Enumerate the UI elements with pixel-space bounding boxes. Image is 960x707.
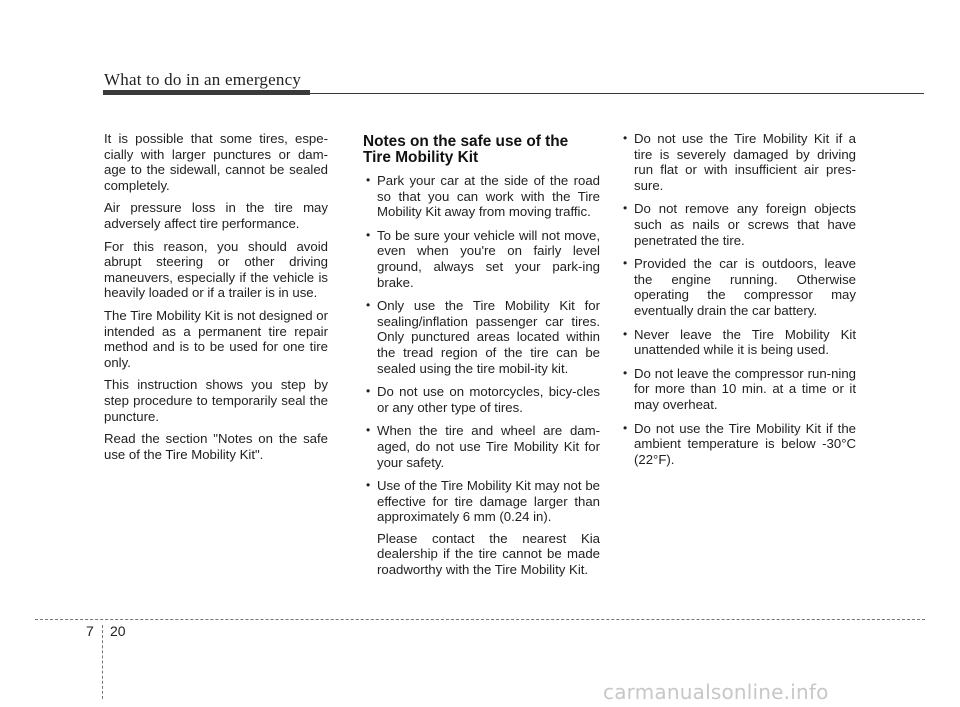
safe-use-bullet-list-continued [620,131,856,467]
bullet-icon: • [623,201,628,216]
list-item: • Use of the Tire Mobility Kit may not be effective for tire damage larger than approximately 6 mm (0.24 in). Please contact the nearest Kia dealership if the tire cannot be made roadworthy with the Tire Mobility Kit. [366,478,600,578]
intro-paragraph: Air pressure loss in the tire may adversely affect tire performance. [104,200,328,231]
list-item: • Do not use the Tire Mobility Kit if the ambient temperature is below -30°C (22°F). [623,420,856,467]
intro-paragraph: This instruction shows you step by step procedure to temporarily seal the puncture. [104,377,328,424]
list-item: • Do not use the Tire Mobility Kit if a tire is severely damaged by driving run flat or with insufficient air pres-sure. [623,131,856,193]
header-rule-thin [310,93,924,94]
footer-divider [35,619,925,620]
bullet-icon: • [623,131,628,145]
bullet-icon: • [366,384,371,399]
list-item: • Provided the car is outdoors, leave the engine running. Otherwise operating the compressor may eventually drain the car battery. [623,256,856,318]
list-item: • Only use the Tire Mobility Kit for sealing/inflation passenger car tires. Only punctured areas located within the tread region of the tire can be sealed using the tire mobil-ity kit. [366,298,600,376]
bullet-icon: • [623,420,628,435]
list-item: • When the tire and wheel are dam-aged, do not use Tire Mobility Kit for your safety. [366,423,600,470]
header-rule-thick [103,90,310,95]
bullet-followup-text: Please contact the nearest Kia dealership if the tire cannot be made roadworthy with the Tire Mobility Kit. [377,530,600,578]
column-intro [104,131,328,469]
intro-paragraph: Read the section "Notes on the safe use of the Tire Mobility Kit". [104,431,328,462]
chapter-number: 7 [86,623,94,639]
column-safe-use-notes-continued [620,131,856,475]
column-safe-use-notes [363,131,600,586]
list-item: • Do not remove any foreign objects such as nails or screws that have penetrated the tire. [623,201,856,248]
section-heading: Notes on the safe use of the Tire Mobility Kit [363,133,569,166]
list-item: • Do not leave the compressor run-ning for more than 10 min. at a time or it may overheat. [623,365,856,412]
bullet-icon: • [623,326,628,341]
list-item: • Park your car at the side of the road so that you can work with the Tire Mobility Kit away from moving traffic. [366,173,600,220]
bullet-icon: • [366,478,371,493]
intro-paragraph: For this reason, you should avoid abrupt steering or other driving maneuvers, especially if the vehicle is heavily loaded or if a trailer is in use. [104,238,328,301]
bullet-icon: • [366,173,371,187]
bullet-icon: • [623,365,628,380]
page-number: 20 [110,623,126,639]
bullet-icon: • [366,298,371,313]
footer-vertical-divider [102,625,103,699]
bullet-icon: • [366,423,371,438]
watermark-text: carmanualsonline.info [603,680,829,704]
list-item: • Do not use on motorcycles, bicy-cles or any other type of tires. [366,384,600,415]
bullet-icon: • [623,256,628,271]
list-item: • Never leave the Tire Mobility Kit unattended while it is being used. [623,326,856,358]
bullet-icon: • [366,227,371,242]
intro-paragraph: The Tire Mobility Kit is not designed or intended as a permanent tire repair method and is to be used for one tire only. [104,307,328,370]
intro-paragraph: It is possible that some tires, espe-cially with larger punctures or dam-age to the sidewall, cannot be sealed completely. [104,131,328,193]
page-header-title: What to do in an emergency [104,70,302,89]
safe-use-bullet-list [363,173,600,578]
list-item: • To be sure your vehicle will not move, even when you're on fairly level ground, always set your park-ing brake. [366,227,600,290]
